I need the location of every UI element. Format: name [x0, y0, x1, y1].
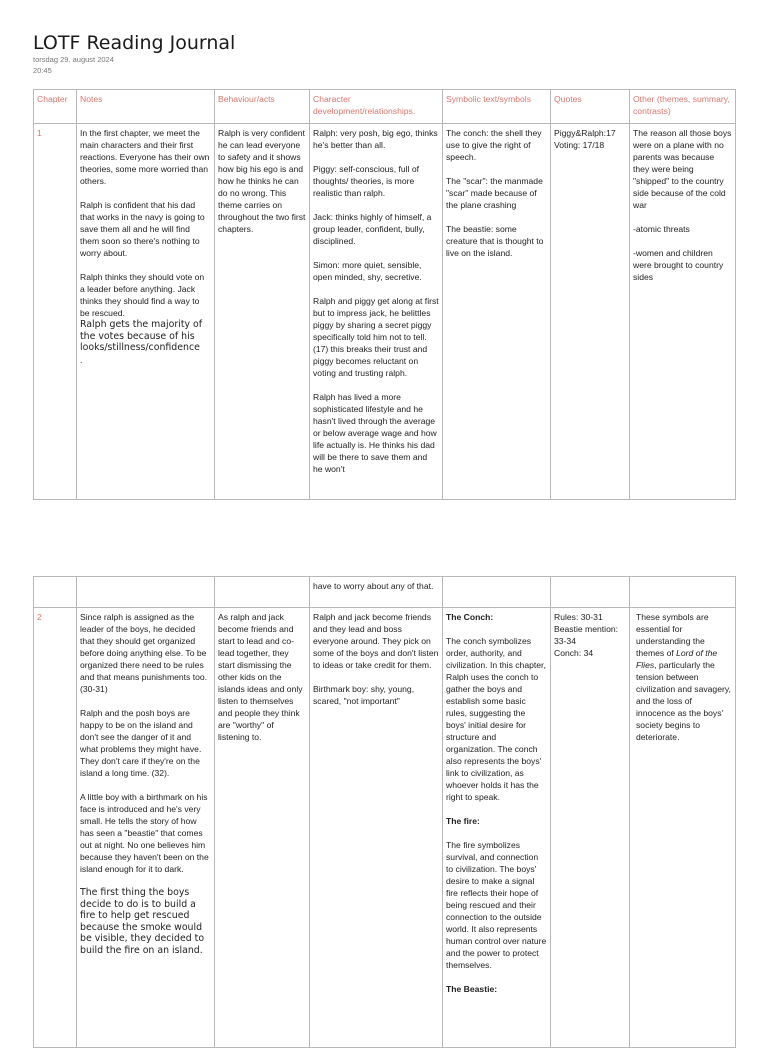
chapter-number: 1 [34, 124, 77, 500]
note-dot: . [80, 354, 83, 365]
empty-cell [215, 577, 310, 608]
character-paragraph: Ralph and jack become friends and they lead and boss everyone around. They pick on some of the boys and don't listen to ideas or take credit for them. [313, 612, 439, 670]
empty-cell [551, 577, 630, 608]
header-other: Other (themes, summary, contrasts) [630, 90, 736, 124]
character-cell [310, 608, 443, 1048]
character-paragraph: Piggy: self-conscious, full of thoughts/ theories, is more realistic than ralph. [313, 164, 420, 198]
header-character: Character development/relationships. [310, 90, 443, 124]
character-paragraph: Simon: more quiet, sensible, open minded, shy, secretive. [313, 260, 422, 282]
symbol-paragraph: The conch: the shell they use to give the right of speech. [446, 128, 542, 162]
date-stamp: torsdag 29. august 2024 [33, 55, 114, 64]
quote-line: Beastie mention: 33-34 [554, 624, 619, 646]
symbol-paragraph: The beastie: some creature that is thought to live on the island. [446, 224, 544, 258]
time-stamp: 20:45 [33, 66, 52, 75]
header-chapter: Chapter [34, 90, 77, 124]
symbol-heading-beastie: The Beastie: [446, 984, 498, 994]
note-paragraph: Ralph thinks they should vote on a leader before anything. Jack thinks they should find a way to be rescued. [80, 272, 205, 318]
note-paragraph: A little boy with a birthmark on his face is introduced and he's very small. He tells the story of how has seen a "beastie" that comes out at night. No one believes him because they haven't been on the island enough for it to dark. [80, 792, 209, 874]
other-cell [630, 608, 736, 1048]
symbol-paragraph: The "scar": the manmade "scar" made because of the plane crashing [446, 176, 543, 210]
note-paragraph: In the first chapter, we meet the main characters and their first reactions. Everyone has their own theories, some more worried than others. [80, 128, 210, 186]
notes-cell [77, 608, 215, 1048]
character-paragraph: Ralph has lived a more sophisticated lifestyle and he hasn't lived through the average or below average wage and how life actually is. He thinks his dad will be there to save them and he won't [313, 392, 437, 474]
table-row [34, 124, 736, 500]
character-paragraph: Birthmark boy: shy, young, scared, "not important" [313, 684, 415, 706]
journal-table-1 [33, 89, 736, 500]
book-title: Lord of the Flies [636, 648, 718, 670]
quote-line: Voting: 17/18 [554, 140, 605, 150]
character-paragraph: Ralph: very posh, big ego, thinks he's better than all. [313, 128, 438, 150]
note-highlight: The first thing the boys decide to do is to build a fire to help get rescued because the smoke would be visible, they decided to build the fire on an island. [80, 887, 205, 956]
empty-cell [77, 577, 215, 608]
empty-cell [34, 577, 77, 608]
notes-cell [77, 124, 215, 500]
symbols-cell [443, 608, 551, 1048]
header-behaviour: Behaviour/acts [215, 90, 310, 124]
note-paragraph: Ralph is confident that his dad that works in the navy is going to save them all and he will find them soon so there's nothing to worry about. [80, 200, 205, 258]
journal-table-2 [33, 576, 736, 1048]
other-paragraph: -women and children were brought to country sides [633, 248, 724, 282]
other-paragraph: -atomic threats [633, 224, 690, 234]
other-text: These symbols are essential for understanding the themes of [636, 612, 709, 658]
header-quotes: Quotes [551, 90, 630, 124]
symbols-cell [443, 124, 551, 500]
other-text: , particularly the tension between civilization and savagery, and the loss of innocence as the boys' society begins to deteriorate. [636, 660, 731, 742]
continuation-row [34, 577, 736, 608]
header-symbols: Symbolic text/symbols [443, 90, 551, 124]
character-paragraph: Jack: thinks highly of himself, a group leader, confident, bully, disciplined. [313, 212, 432, 246]
header-notes: Notes [77, 90, 215, 124]
page-title: LOTF Reading Journal [33, 32, 236, 54]
quote-line: Rules: 30-31 [554, 612, 603, 622]
header-row [34, 90, 736, 124]
other-cell [630, 124, 736, 500]
note-highlight: Ralph gets the majority of the votes because of his looks/stillness/confidence [80, 319, 203, 353]
chapter-number: 2 [34, 608, 77, 1048]
quote-line: Conch: 34 [554, 648, 594, 658]
behaviour-cell: Ralph is very confident he can lead everyone to safety and it shows how big his ego is and how he thinks he can do no wrong. This theme carries on throughout the two first chapters. [215, 124, 310, 500]
quotes-cell [551, 608, 630, 1048]
character-cell: have to worry about any of that. [310, 577, 443, 608]
symbol-heading-conch: The Conch: [446, 612, 494, 622]
quotes-cell [551, 124, 630, 500]
table-row [34, 608, 736, 1048]
empty-cell [630, 577, 736, 608]
other-paragraph: The reason all those boys were on a plane with no parents was because they were being "shipped" to the country side because of the cold war [633, 128, 732, 210]
character-paragraph: Ralph and piggy get along at first but to impress jack, he belittles piggy by sharing a secret piggy specifically told him not to tell. (17) this breaks their trust and piggy becomes reluctant on voting and trusting ralph. [313, 296, 439, 378]
symbol-paragraph: The conch symbolizes order, authority, and civilization. In this chapter, Ralph uses the conch to gather the boys and establish some basic rules, suggesting the boys' initial desire for structure and organization. The conch also represents the boys' link to civilization, as whoever holds it has the right to speak. [446, 636, 546, 802]
character-cell [310, 124, 443, 500]
note-paragraph: Ralph and the posh boys are happy to be on the island and don't see the danger of it and what problems they might have. They don't care if they're on the island a long time. (32). [80, 708, 202, 778]
symbol-heading-fire: The fire: [446, 816, 480, 826]
empty-cell [443, 577, 551, 608]
behaviour-cell: As ralph and jack become friends and start to lead and co-lead together, they start dismissing the other kids on the islands ideas and only listen to themselves and people they think are "worthy" of listening to. [215, 608, 310, 1048]
note-paragraph: Since ralph is assigned as the leader of the boys, he decided that they should get organized before doing anything else. To be organized there need to be rules and that means punishments too. (30-31) [80, 612, 208, 694]
quote-line: Piggy&Ralph:17 [554, 128, 616, 138]
symbol-paragraph: The fire symbolizes survival, and connection to civilization. The boys' desire to make a signal fire reflects their hope of being rescued and their connection to the outside world. It also represents human control over nature and the power to protect themselves. [446, 840, 547, 970]
